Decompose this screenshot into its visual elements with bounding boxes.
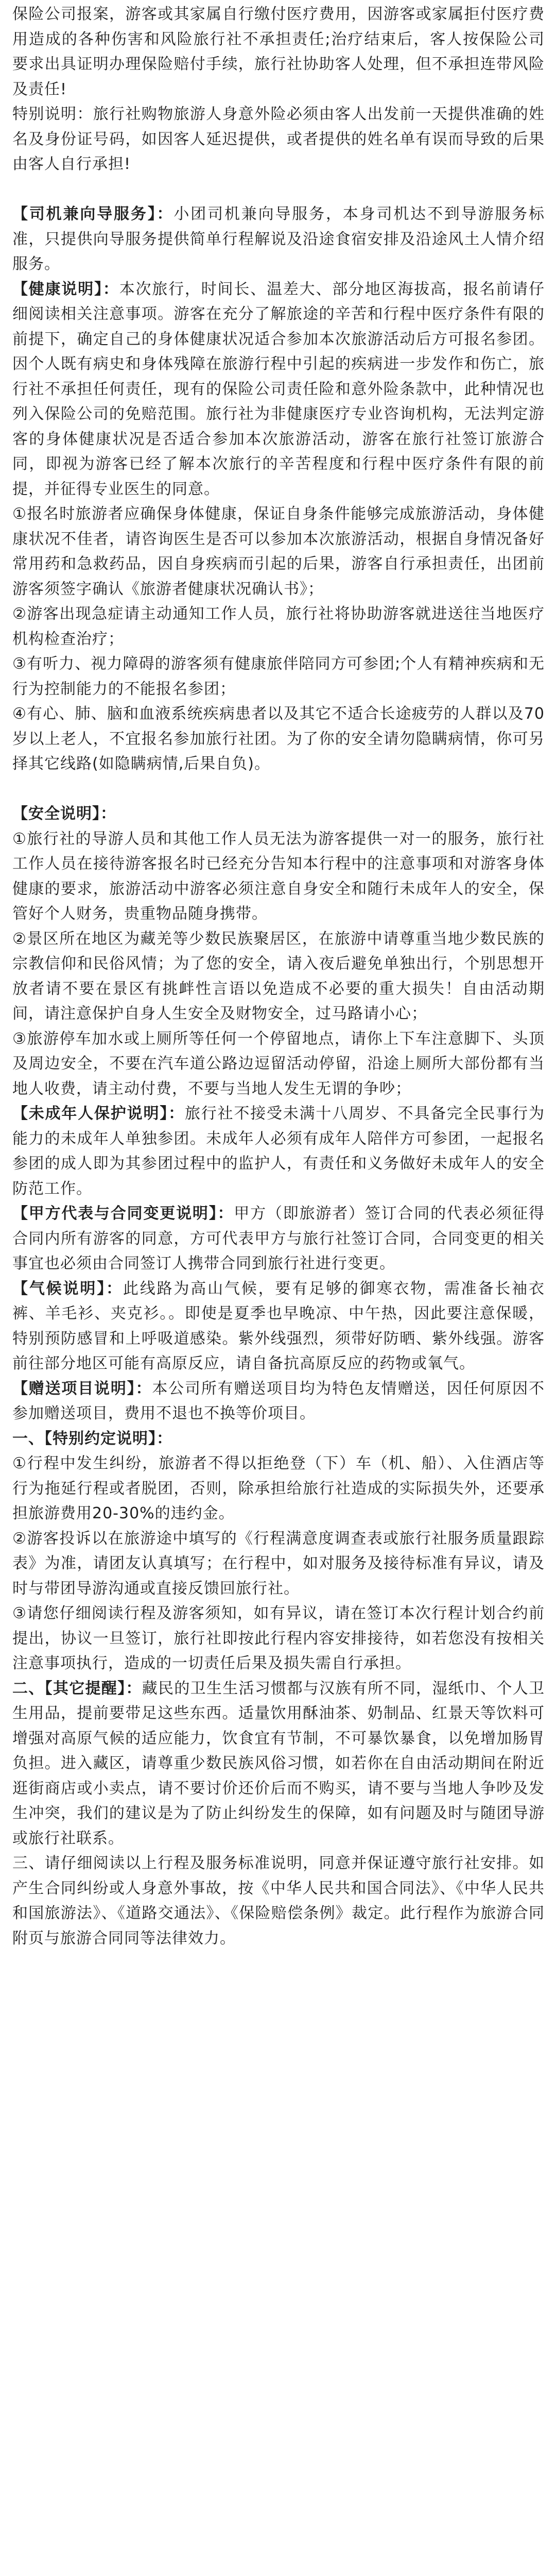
paragraph-text: ④有心、肺、脑和血液系统疾病患者以及其它不适合长途疲劳的人群以及70岁以上老人，不宜报名参加旅行社团。为了你的安全请勿隐瞒病情，你可另择其它线路(如隐瞒病情,后果自负)。 bbox=[12, 705, 545, 773]
paragraph-text: ①报名时旅游者应确保身体健康，保证自身条件能够完成旅游活动，身体健康状况不佳者，请咨询医生是否可以参加本次旅游活动，根据自身情况备好常用药和急救药品，因自身疾病而引起的后果，游客自行承担责任，出团前游客须签字确认《旅游者健康状况确认书》； bbox=[12, 505, 545, 598]
paragraph-spacer bbox=[12, 177, 545, 202]
paragraph bbox=[12, 1101, 545, 1201]
paragraph bbox=[12, 1851, 545, 1951]
section-heading: 【司机兼向导服务】： bbox=[12, 205, 174, 223]
paragraph-text: ③有听力、视力障碍的游客须有健康旅伴陪同方可参团;个人有精神疾病和无行为控制能力的不能报名参团； bbox=[12, 655, 545, 698]
section-heading: 【甲方代表与合同变更说明】： bbox=[12, 1205, 234, 1223]
paragraph bbox=[12, 1601, 545, 1676]
paragraph bbox=[12, 202, 545, 277]
paragraph-text: 本次旅行，时间长、温差大、部分地区海拔高，报名前请仔细阅读相关注意事项。游客在充分了解旅途的辛苦和行程中医疗条件有限的前提下，确定自己的身体健康状况适合参加本次旅游活动后方可报名参团。因个人既有病史和身体残障在旅游行程中引起的疾病进一步发作和伤亡，旅行社不承担任何责任，现有的保险公司责任险和意外险条款中，此种情况也列入保险公司的免赔范围。旅行社为非健康医疗专业咨询机构，无法判定游客的身体健康状况是否适合参加本次旅游活动，游客在旅行社签订旅游合同，即视为游客已经了解本次旅行的辛苦程度和行程中医疗条件有限的前提，并征得专业医生的同意。 bbox=[12, 280, 545, 498]
section-heading: 一、【特别约定说明】： bbox=[12, 1429, 172, 1448]
paragraph-text: ①行程中发生纠纷，旅游者不得以拒绝登（下）车（机、船）、入住酒店等行为拖延行程或者脱团，否则，除承担给旅行社造成的实际损失外，还要承担旅游费用20-30%的违约金。 bbox=[12, 1454, 545, 1522]
section-heading: 【赠送项目说明】： bbox=[12, 1379, 152, 1398]
paragraph bbox=[12, 1201, 545, 1277]
paragraph bbox=[12, 702, 545, 777]
paragraph-text: ②游客投诉以在旅游途中填写的《行程满意度调查表或旅行社服务质量跟踪表》为准，请团友认真填写；在行程中，如对服务及接待标准有异议，请及时与带团导游沟通或直接反馈回旅行社。 bbox=[12, 1529, 545, 1598]
paragraph-text: 旅行社不接受未满十八周岁、不具备完全民事行为能力的未成年人单独参团。未成年人必须有成年人陪伴方可参团，一起报名参团的成人即为其参团过程中的监护人，有责任和义务做好未成年人的安全防范工作。 bbox=[12, 1105, 545, 1198]
paragraph bbox=[12, 502, 545, 602]
paragraph-text: 甲方（即旅游者）签订合同的代表必须征得合同内所有游客的同意，方可代表甲方与旅行社签订合同，合同变更的相关事宜也必须由合同签订人携带合同到旅行社进行变更。 bbox=[12, 1205, 545, 1273]
paragraph-text: ②游客出现急症请主动通知工作人员，旅行社将协助游客就进送往当地医疗机构检查治疗； bbox=[12, 605, 545, 648]
paragraph bbox=[12, 652, 545, 702]
section-heading: 【安全说明】： bbox=[12, 805, 116, 823]
paragraph bbox=[12, 927, 545, 1027]
paragraph bbox=[12, 827, 545, 927]
paragraph-spacer bbox=[12, 777, 545, 802]
section-heading: 【气候说明】： bbox=[12, 1279, 123, 1298]
paragraph-text: 三、请仔细阅读以上行程及服务标准说明，同意并保证遵守旅行社安排。如产生合同纠纷或人身意外事故，按《中华人民共和国合同法》、《中华人民共和国旅游法》、《道路交通法》、《保险赔偿条例》裁定。此行程作为旅游合同附页与旅游合同同等法律效力。 bbox=[12, 1854, 545, 1947]
paragraph-text: ③请您仔细阅读行程及游客须知，如有异议，请在签订本次行程计划合约前提出，协议一旦签订，旅行社即按此行程内容安排接待，如若您没有按相关注意事项执行，造成的一切责任后果及损失需自行承担。 bbox=[12, 1604, 545, 1672]
paragraph-text: 此线路为高山气候，要有足够的御寒衣物，需准备长袖衣裤、羊毛衫、夹克衫。。即使是夏季也早晚凉、中午热，因此要注意保暖，特别预防感冒和上呼吸道感染。紫外线强烈，须带好防晒、紫外线强。游客前往部分地区可能有高原反应，请自备抗高原反应的药物或氧气。 bbox=[12, 1279, 545, 1372]
section-heading: 【健康说明】： bbox=[12, 280, 119, 298]
paragraph-text: ①旅行社的导游人员和其他工作人员无法为游客提供一对一的服务，旅行社工作人员在接待游客报名时已经充分告知本行程中的注意事项和对游客身体健康的要求，旅游活动中游客必须注意自身安全和随行未成年人的安全，保管好个人财务，贵重物品随身携带。 bbox=[12, 829, 545, 923]
paragraph bbox=[12, 1676, 545, 1852]
paragraph bbox=[12, 802, 545, 827]
paragraph bbox=[12, 1277, 545, 1377]
paragraph bbox=[12, 1377, 545, 1427]
section-heading: 二、【其它提醒】： bbox=[12, 1679, 142, 1698]
paragraph-text: 本公司所有赠送项目均为特色友情赠送，因任何原因不参加赠送项目，费用不退也不换等价项目。 bbox=[12, 1379, 545, 1422]
section-heading: 【未成年人保护说明】： bbox=[12, 1105, 185, 1123]
paragraph-text: 藏民的卫生生活习惯都与汉族有所不同，湿纸巾、个人卫生用品，提前要带足这些东西。适量饮用酥油茶、奶制品、红景天等饮料可增强对高原气候的适应能力，饮食宜有节制，不可暴饮暴食，以免增加肠胃负担。进入藏区，请尊重少数民族风俗习惯，如若你在自由活动期间在附近逛街商店或小卖点，请不要讨价还价后而不购买，请不要与当地人争吵及发生冲突，我们的建议是为了防止纠纷发生的保障，如有问题及时与随团导游或旅行社联系。 bbox=[12, 1679, 545, 1848]
paragraph bbox=[12, 1451, 545, 1527]
paragraph-text: ②景区所在地区为藏羌等少数民族聚居区，在旅游中请尊重当地少数民族的宗教信仰和民俗风情；为了您的安全，请入夜后避免单独出行，个别思想开放者请不要在景区有挑衅性言语以免造成不必要的重大损失！自由活动期间，请注意保护自身人生安全及财物安全，过马路请小心； bbox=[12, 929, 545, 1023]
paragraph bbox=[12, 1027, 545, 1102]
paragraph bbox=[12, 2, 545, 102]
paragraph bbox=[12, 1427, 545, 1452]
paragraph bbox=[12, 277, 545, 502]
paragraph bbox=[12, 1527, 545, 1602]
paragraph-text: 小团司机兼向导服务，本身司机达不到导游服务标准，只提供向导服务提供简单行程解说及沿途食宿安排及沿途风土人情介绍服务。 bbox=[12, 205, 545, 273]
paragraph bbox=[12, 102, 545, 177]
paragraph-text: 保险公司报案，游客或其家属自行缴付医疗费用，因游客或家属拒付医疗费用造成的各种伤害和风险旅行社不承担责任;治疗结束后，客人按保险公司要求出具证明办理保险赔付手续，旅行社协助客人处理，但不承担连带风险及责任! bbox=[12, 5, 545, 98]
paragraph-text: ③旅游停车加水或上厕所等任何一个停留地点，请你上下车注意脚下、头顶及周边安全，不要在汽车道公路边逗留活动停留，沿途上厕所大部份都有当地人收费，请主动付费，不要与当地人发生无谓的争吵； bbox=[12, 1029, 545, 1098]
paragraph bbox=[12, 602, 545, 652]
paragraph-text: 特别说明：旅行社购物旅游人身意外险必须由客人出发前一天提供准确的姓名及身份证号码，如因客人延迟提供，或者提供的姓名单有误而导致的后果由客人自行承担! bbox=[12, 105, 545, 173]
